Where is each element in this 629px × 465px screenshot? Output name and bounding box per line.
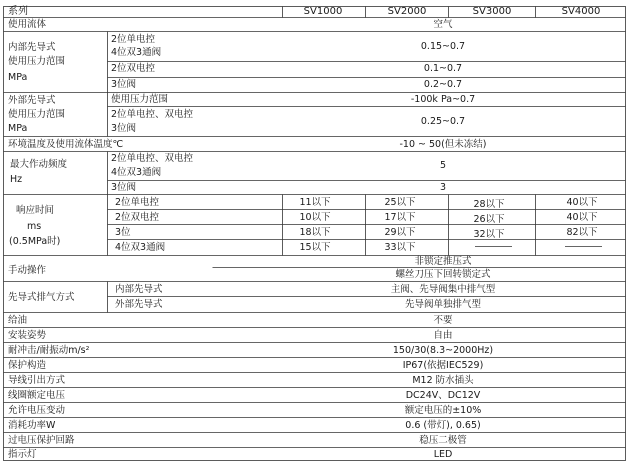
external-pilot-label-2: 使用压力范围: [8, 109, 66, 120]
mounting-value: 自由: [433, 330, 453, 341]
external-pilot-label-1: 外部先导式: [8, 95, 56, 106]
freq-value-2: 3: [439, 182, 447, 193]
voltage-tolerance-value: 额定电压的±10%: [404, 405, 482, 416]
max-freq-label-2: Hz: [10, 174, 23, 185]
response-cell: 15以下: [299, 242, 331, 253]
response-type-2: 2位双电控: [115, 212, 160, 223]
manual-value-1: 非锁定推压式: [414, 256, 472, 267]
response-cell: 82以下: [566, 227, 598, 238]
manual-label: 手动操作: [8, 265, 47, 276]
ambient-temp-value: -10 ~ 50(但未冻结): [399, 139, 487, 150]
internal-value-1: 0.15~0.7: [420, 41, 466, 52]
lead-wire-label: 导线引出方式: [8, 375, 66, 386]
manual-value-2: 螺丝刀压下回转锁定式: [395, 269, 491, 280]
response-cell: 25以下: [384, 197, 416, 208]
response-type-3: 3位: [115, 227, 131, 238]
internal-pilot-label-3: MPa: [8, 72, 28, 83]
ambient-temp-label: 环境温度及使用流体温度℃: [8, 139, 124, 150]
response-cell: 10以下: [299, 212, 331, 223]
mounting-label: 安装姿势: [8, 330, 47, 341]
internal-value-3: 0.2~0.7: [423, 79, 463, 90]
freq-type-1a: 2位单电控、双电控: [111, 153, 194, 164]
lubrication-value: 不要: [433, 315, 453, 326]
shock-vibration-label: 耐冲击/耐振动m/s²: [8, 345, 90, 356]
response-cell: 29以下: [384, 227, 416, 238]
indicator-value: LED: [433, 449, 453, 460]
response-label-3: (0.5MPa时): [9, 236, 61, 247]
power-label: 消耗功率W: [8, 420, 56, 431]
external-type-1: 使用压力范围: [111, 94, 169, 105]
exhaust-type-1: 内部先导式: [115, 284, 163, 295]
external-type-2b: 3位阀: [111, 123, 137, 134]
response-label-2: ms: [27, 221, 42, 232]
external-value-2: 0.25~0.7: [420, 116, 466, 127]
shock-vibration-value: 150/30(8.3~2000Hz): [392, 345, 494, 356]
external-value-1: -100k Pa~0.7: [410, 94, 476, 105]
response-type-4: 4位双3通阀: [115, 242, 166, 253]
coil-voltage-label: 线圈额定电压: [8, 390, 66, 401]
response-cell: 33以下: [384, 242, 416, 253]
header-model-3: SV3000: [472, 6, 512, 17]
internal-type-3: 3位阀: [111, 79, 137, 90]
exhaust-value-2: 先导阀单独排气型: [404, 299, 482, 310]
protection-value: IP67(依据IEC529): [402, 360, 484, 371]
response-label-1: 响应时间: [16, 205, 55, 216]
power-value: 0.6 (带灯), 0.65): [405, 420, 481, 431]
lubrication-label: 给油: [8, 315, 28, 326]
internal-type-1b: 4位双3通阀: [111, 47, 162, 58]
fluid-value: 空气: [433, 19, 453, 30]
protection-label: 保护构造: [8, 360, 47, 371]
exhaust-type-2: 外部先导式: [115, 299, 163, 310]
header-model-1: SV1000: [303, 6, 343, 17]
voltage-tolerance-label: 允许电压变动: [8, 405, 66, 416]
max-freq-label-1: 最大作动频度: [10, 159, 68, 170]
external-pilot-label-3: MPa: [8, 123, 28, 134]
external-type-2a: 2位单电控、双电控: [111, 109, 194, 120]
internal-pilot-label-1: 内部先导式: [8, 42, 56, 53]
fluid-label: 使用流体: [8, 19, 47, 30]
exhaust-value-1: 主阀、先导阀集中排气型: [390, 284, 496, 295]
freq-type-1b: 4位双3通阀: [111, 167, 162, 178]
lead-wire-value: M12 防水插头: [412, 375, 474, 386]
response-cell: 32以下: [473, 229, 505, 240]
response-cell: 18以下: [299, 227, 331, 238]
response-cell: 40以下: [566, 212, 598, 223]
indicator-label: 指示灯: [8, 449, 37, 460]
response-cell: 11以下: [299, 197, 331, 208]
freq-type-2: 3位阀: [111, 182, 137, 193]
coil-voltage-value: DC24V、DC12V: [405, 390, 481, 401]
exhaust-label: 先导式排气方式: [8, 292, 75, 303]
response-cell: 17以下: [384, 212, 416, 223]
freq-value-1: 5: [439, 160, 447, 171]
internal-type-2: 2位双电控: [111, 63, 156, 74]
internal-type-1a: 2位单电控: [111, 34, 156, 45]
header-series: 系列: [8, 6, 28, 17]
header-model-4: SV4000: [561, 6, 601, 17]
internal-value-2: 0.1~0.7: [423, 63, 463, 74]
surge-protection-value: 稳压二极管: [419, 435, 467, 446]
surge-protection-label: 过电压保护回路: [8, 435, 75, 446]
internal-pilot-label-2: 使用压力范围: [8, 56, 66, 67]
header-model-2: SV2000: [387, 6, 427, 17]
response-cell: 26以下: [473, 214, 505, 225]
response-type-1: 2位单电控: [115, 197, 160, 208]
response-cell: 28以下: [473, 199, 505, 210]
response-cell: 40以下: [566, 197, 598, 208]
